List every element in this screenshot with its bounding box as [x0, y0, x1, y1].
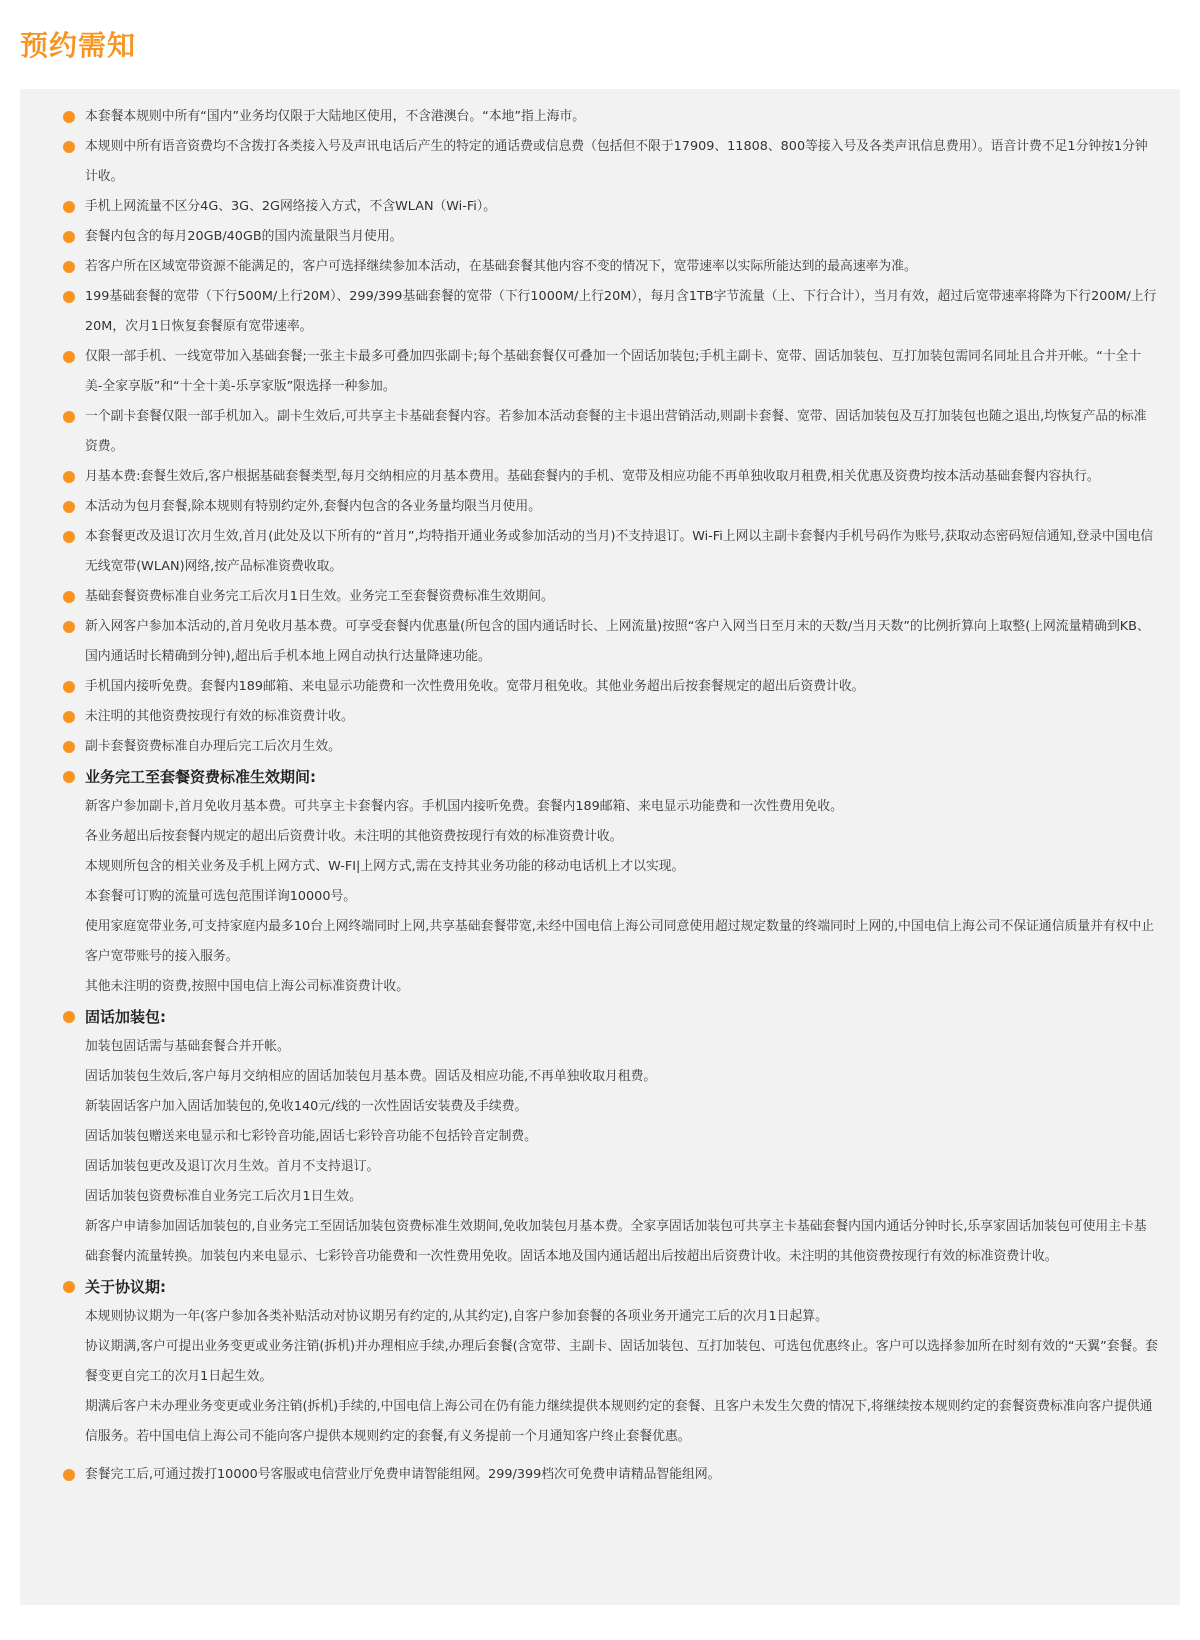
section-line: 期满后客户未办理业务变更或业务注销(拆机)手续的,中国电信上海公司在仍有能力继续提供本规则约定的套餐、且客户未发生欠费的情况下,将继续按本规则约定的套餐资费标准向客户提供通信服务。若中国电信上海公司不能向客户提供本规则约定的套餐,有义务提前一个月通知客户终止套餐优惠。 [85, 1399, 1153, 1444]
list-item [63, 732, 1158, 762]
section-line: 本规则协议期为一年(客户参加各类补贴活动对协议期另有约定的,从其约定),自客户参加套餐的各项业务开通完工后的次月1日起算。 [85, 1309, 828, 1324]
list-item [63, 402, 1158, 462]
list-item [63, 132, 1158, 192]
item-text: 本规则中所有语音资费均不含拨打各类接入号及声讯电话后产生的特定的通话费或信息费（包括但不限于17909、11808、800等接入号及各类声讯信息费用）。语音计费不足1分钟按1分钟计收。 [85, 139, 1148, 184]
section-title: 固话加装包: [85, 1008, 166, 1026]
section-line: 新客户申请参加固话加装包的,自业务完工至固话加装包资费标准生效期间,免收加装包月基本费。全家享固话加装包可共享主卡基础套餐内国内通话分钟时长,乐享家固话加装包可使用主卡基础套餐内流量转换。加装包内来电显示、七彩铃音功能费和一次性费用免收。固话本地及国内通话超出后按超出后资费计收。未注明的其他资费按现行有效的标准资费计收。 [85, 1219, 1147, 1264]
section-title: 业务完工至套餐资费标准生效期间: [85, 768, 317, 786]
list-item [63, 522, 1158, 582]
list-item [63, 1460, 1158, 1490]
section-line: 各业务超出后按套餐内规定的超出后资费计收。未注明的其他资费按现行有效的标准资费计收。 [85, 829, 623, 844]
item-text: 副卡套餐资费标准自办理后完工后次月生效。 [85, 739, 341, 754]
section-agreement-period [63, 1272, 1158, 1452]
bullet-dot-icon [63, 411, 75, 423]
item-text: 月基本费:套餐生效后,客户根据基础套餐类型,每月交纳相应的月基本费用。基础套餐内的手机、宽带及相应功能不再单独收取月租费,相关优惠及资费均按本活动基础套餐内容执行。 [85, 469, 1100, 484]
item-text: 本套餐更改及退订次月生效,首月(此处及以下所有的“首月”,均特指开通业务或参加活动的当月)不支持退订。Wi-Fi上网以主副卡套餐内手机号码作为账号,获取动态密码短信通知,登录中国电信无线宽带(WLAN)网络,按产品标准资费收取。 [85, 529, 1154, 574]
section-landline-addon [63, 1002, 1158, 1272]
section-line: 新客户参加副卡,首月免收月基本费。可共享主卡套餐内容。手机国内接听免费。套餐内189邮箱、来电显示功能费和一次性费用免收。 [85, 799, 843, 814]
section-line: 固话加装包资费标准自业务完工后次月1日生效。 [85, 1189, 362, 1204]
bullet-dot-icon [63, 531, 75, 543]
item-text: 本活动为包月套餐,除本规则有特别约定外,套餐内包含的各业务量均限当月使用。 [85, 499, 542, 514]
list-item [63, 612, 1158, 672]
item-text: 套餐内包含的每月20GB/40GB的国内流量限当月使用。 [85, 229, 403, 244]
section-line: 加装包固话需与基础套餐合并开帐。 [85, 1039, 290, 1054]
list-item [63, 702, 1158, 732]
list-item [63, 672, 1158, 702]
list-item [63, 582, 1158, 612]
bullet-dot-icon [63, 1469, 75, 1481]
item-text: 手机上网流量不区分4G、3G、2G网络接入方式，不含WLAN（Wi-Fi）。 [85, 199, 497, 214]
list-item [63, 192, 1158, 222]
bullet-dot-icon [63, 201, 75, 213]
item-text: 套餐完工后,可通过拨打10000号客服或电信营业厅免费申请智能组网。299/399档次可免费申请精品智能组网。 [85, 1467, 721, 1482]
section-line: 本规则所包含的相关业务及手机上网方式、W-FI|上网方式,需在支持其业务功能的移动电话机上才以实现。 [85, 859, 685, 874]
bullet-dot-icon [63, 711, 75, 723]
bullet-dot-icon [63, 681, 75, 693]
bullet-dot-icon [63, 771, 75, 783]
bullet-dot-icon [63, 471, 75, 483]
bullet-dot-icon [63, 261, 75, 273]
item-text: 仅限一部手机、一线宽带加入基础套餐;一张主卡最多可叠加四张副卡;每个基础套餐仅可叠加一个固话加装包;手机主副卡、宽带、固话加装包、互打加装包需同名同址且合并开帐。“十全十美-全家享版”和“十全十美-乐享家版”限选择一种参加。 [85, 349, 1142, 394]
list-item [63, 342, 1158, 402]
section-line: 固话加装包生效后,客户每月交纳相应的固话加装包月基本费。固话及相应功能,不再单独收取月租费。 [85, 1069, 657, 1084]
bullet-dot-icon [63, 621, 75, 633]
item-text: 199基础套餐的宽带（下行500M/上行20M）、299/399基础套餐的宽带（下行1000M/上行20M），每月含1TB字节流量（上、下行合计），当月有效，超过后宽带速率将降为下行200M/上行20M，次月1日恢复套餐原有宽带速率。 [85, 289, 1157, 334]
notice-panel [20, 89, 1180, 1605]
list-item [63, 282, 1158, 342]
notice-list [20, 89, 1180, 1490]
list-item [63, 222, 1158, 252]
list-item [63, 252, 1158, 282]
section-line: 本套餐可订购的流量可选包范围详询10000号。 [85, 889, 357, 904]
section-line: 其他未注明的资费,按照中国电信上海公司标准资费计收。 [85, 979, 409, 994]
bullet-dot-icon [63, 741, 75, 753]
section-line: 使用家庭宽带业务,可支持家庭内最多10台上网终端同时上网,共享基础套餐带宽,未经中国电信上海公司同意使用超过规定数量的终端同时上网的,中国电信上海公司不保证通信质量并有权中止客户宽带账号的接入服务。 [85, 919, 1155, 964]
bullet-dot-icon [63, 111, 75, 123]
list-item [63, 492, 1158, 522]
section-line: 固话加装包更改及退订次月生效。首月不支持退订。 [85, 1159, 380, 1174]
bullet-dot-icon [63, 141, 75, 153]
item-text: 未注明的其他资费按现行有效的标准资费计收。 [85, 709, 354, 724]
bullet-dot-icon [63, 291, 75, 303]
section-effective-period [63, 762, 1158, 1002]
item-text: 一个副卡套餐仅限一部手机加入。副卡生效后,可共享主卡基础套餐内容。若参加本活动套餐的主卡退出营销活动,则副卡套餐、宽带、固话加装包及互打加装包也随之退出,均恢复产品的标准资费。 [85, 409, 1147, 454]
bullet-dot-icon [63, 231, 75, 243]
page-title: 预约需知 [20, 29, 137, 62]
item-text: 本套餐本规则中所有“国内”业务均仅限于大陆地区使用，不含港澳台。“本地”指上海市。 [85, 109, 586, 124]
section-line: 协议期满,客户可提出业务变更或业务注销(拆机)并办理相应手续,办理后套餐(含宽带、主副卡、固话加装包、互打加装包、可选包优惠终止。客户可以选择参加所在时刻有效的“天翼”套餐。套餐变更自完工的次月1日起生效。 [85, 1339, 1158, 1384]
bullet-dot-icon [63, 1011, 75, 1023]
list-item [63, 102, 1158, 132]
list-item [63, 462, 1158, 492]
section-line: 新装固话客户加入固话加装包的,免收140元/线的一次性固话安装费及手续费。 [85, 1099, 528, 1114]
bullet-dot-icon [63, 1281, 75, 1293]
item-text: 手机国内接听免费。套餐内189邮箱、来电显示功能费和一次性费用免收。宽带月租免收。其他业务超出后按套餐规定的超出后资费计收。 [85, 679, 865, 694]
item-text: 新入网客户参加本活动的,首月免收月基本费。可享受套餐内优惠量(所包含的国内通话时长、上网流量)按照“客户入网当日至月末的天数/当月天数”的比例折算向上取整(上网流量精确到KB、国内通话时长精确到分钟),超出后手机本地上网自动执行达量降速功能。 [85, 619, 1150, 664]
bullet-dot-icon [63, 351, 75, 363]
bullet-dot-icon [63, 501, 75, 513]
item-text: 基础套餐资费标准自业务完工后次月1日生效。业务完工至套餐资费标准生效期间。 [85, 589, 554, 604]
item-text: 若客户所在区域宽带资源不能满足的，客户可选择继续参加本活动，在基础套餐其他内容不变的情况下，宽带速率以实际所能达到的最高速率为准。 [85, 259, 917, 274]
section-title: 关于协议期: [85, 1278, 166, 1296]
bullet-dot-icon [63, 591, 75, 603]
section-line: 固话加装包赠送来电显示和七彩铃音功能,固话七彩铃音功能不包括铃音定制费。 [85, 1129, 537, 1144]
